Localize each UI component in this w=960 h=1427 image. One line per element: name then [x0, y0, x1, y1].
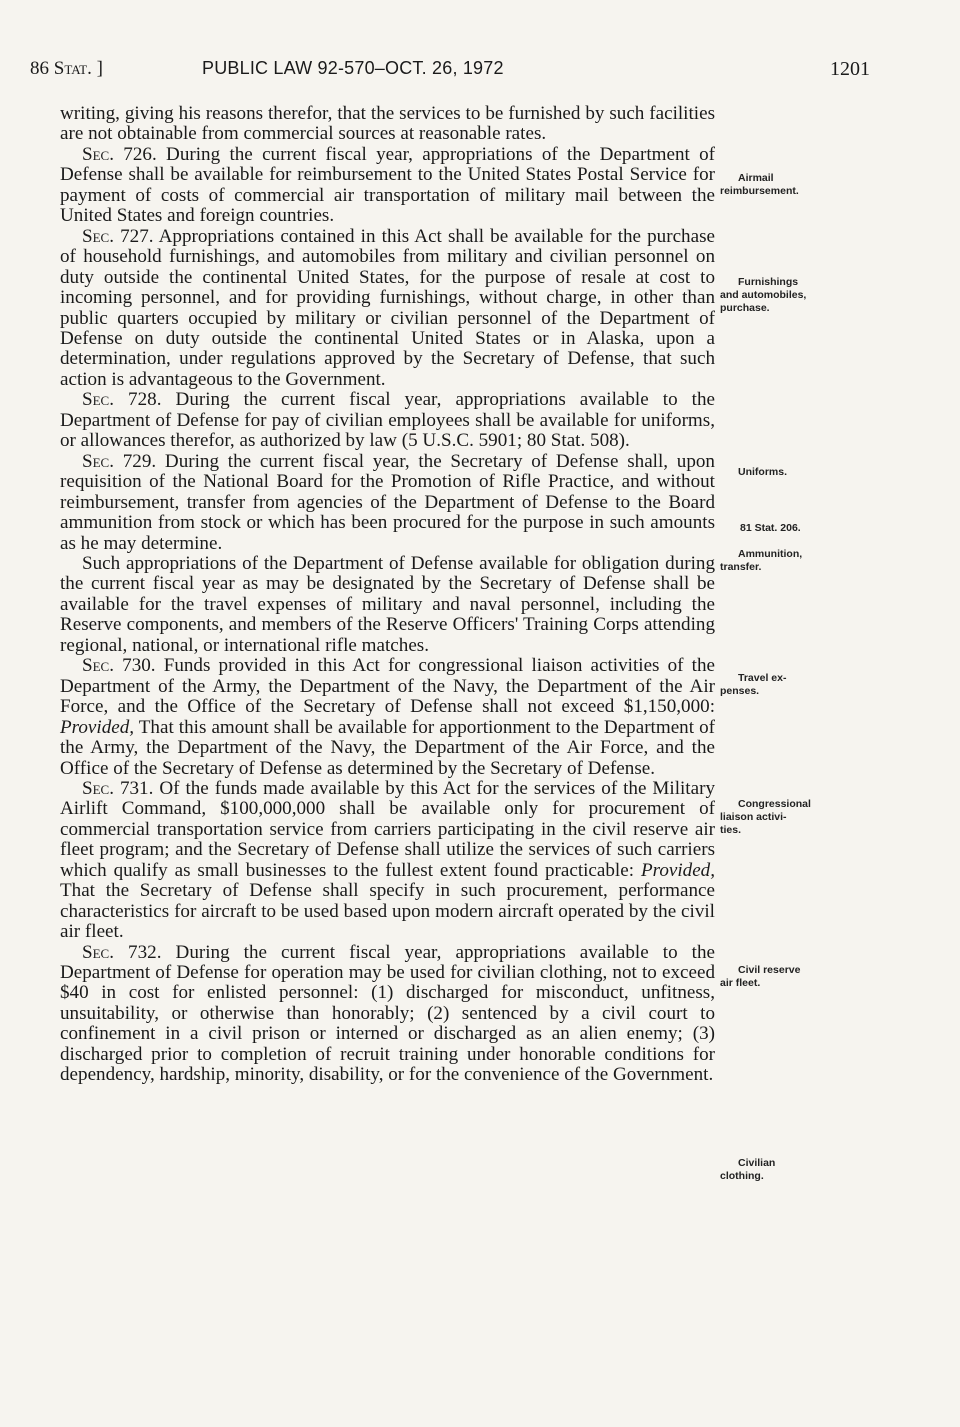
margin-note-airmail: Airmail reimbursement. — [720, 172, 799, 197]
travel-expenses-paragraph: Such appropriations of the Department of Defense available for obligation during the current fiscal year as may be designated by the Secretary of Defense shall be available for the travel expenses of military and naval personnel, including the Reserve components, and members of the Reserve Officers' Training Corps attending regional, national, or international rifle matches. — [60, 552, 715, 656]
page-header — [30, 58, 870, 88]
margin-note-congressional-liaison: Congressional liaison activi- ties. — [720, 798, 811, 836]
margin-note-travel: Travel ex- penses. — [720, 672, 787, 697]
margin-note-civilian-clothing: Civilian clothing. — [720, 1157, 776, 1182]
paragraph-continuation: writing, giving his reasons therefor, that the services to be furnished by such facilities are not obtainable from commercial sources at reasonable rates. — [60, 103, 715, 145]
stat-reference: 86 Stat. ] — [30, 58, 103, 79]
section-727: Sec. 727. Appropriations contained in this Act shall be available for the purchase of household furnishings, and automobiles from military and civilian personnel on duty outside the continental United States, for the purpose of resale at cost to incoming personnel, and for providing furnishings, without charge, in other than public quarters occupied by military or civilian personnel of the Department of Defense on duty outside the continental United States or in Alaska, upon a determination, under regulations approved by the Secretary of Defense, that such action is advantageous to the Government. — [60, 225, 715, 390]
section-731: Sec. 731. Of the funds made available by this Act for the services of the Military Airlift Command, $100,000,000 shall be available only for procurement of commercial transportation service from carriers participating in the civil reserve air fleet program; and the Secretary of Defense shall utilize the services of such carriers which qualify as small businesses to the fullest extent found practicable: Provided, That the Secretary of Defense shall specify in such procurement, performance characteristics for aircraft to be used based upon modern aircraft operated by the civil air fleet. — [60, 777, 715, 943]
margin-note-ammunition: Ammunition, transfer. — [720, 548, 803, 573]
section-730: Sec. 730. Funds provided in this Act for congressional liaison activities of the Department of the Army, the Department of the Navy, the Department of the Air Force, and the Office of the Secretary of Defense shall not exceed $1,150,000: Provided, That this amount shall be available for apportionment to the Department of the Army, the Department of the Navy, the Department of the Air Force, and the Office of the Secretary of Defense as determined by the Secretary of Defense. — [60, 655, 715, 779]
page-number: 1201 — [830, 58, 870, 80]
margin-note-uniforms: Uniforms. — [738, 466, 788, 478]
body-text — [60, 104, 715, 1086]
section-728: Sec. 728. During the current fiscal year, appropriations available to the Department of Defense for pay of civilian employees shall be available for uniforms, or allowances therefor, as authorized by law (5 U.S.C. 5901; 80 Stat. 508). — [60, 389, 715, 452]
section-726: Sec. 726. During the current fiscal year, appropriations of the Department of Defense shall be available for reimbursement to the United States Postal Service for payment of costs of commercial air transportation of military mail between the United States and foreign countries. — [60, 143, 716, 227]
margin-note-furnishings: Furnishings and automobiles, purchase. — [720, 276, 807, 314]
margin-note-stat-citation: 81 Stat. 206. — [740, 522, 801, 534]
margin-note-civil-reserve: Civil reserve air fleet. — [720, 964, 801, 989]
section-729: Sec. 729. During the current fiscal year, the Secretary of Defense shall, upon requisition of the National Board for the Promotion of Rifle Practice, and without reimbursement, transfer from agencies of the Department of Defense to the Board ammunition from stock or which has been procured for the purpose in such amounts as he may determine. — [60, 450, 715, 554]
running-title: PUBLIC LAW 92-570–OCT. 26, 1972 — [202, 58, 504, 78]
section-732: Sec. 732. During the current fiscal year, appropriations available to the Department of Defense for operation may be used for civilian clothing, not to exceed $40 in cost for enlisted personnel: (1) discharged for misconduct, unfitness, unsuitability, or otherwise than honorably; (2) sentenced by a civil court to confinement in a civil prison or interned or discharged as an alien enemy; (3) discharged prior to completion of recruit training under honorable conditions for dependency, hardship, minority, disability, or for the convenience of the Government. — [60, 941, 715, 1086]
